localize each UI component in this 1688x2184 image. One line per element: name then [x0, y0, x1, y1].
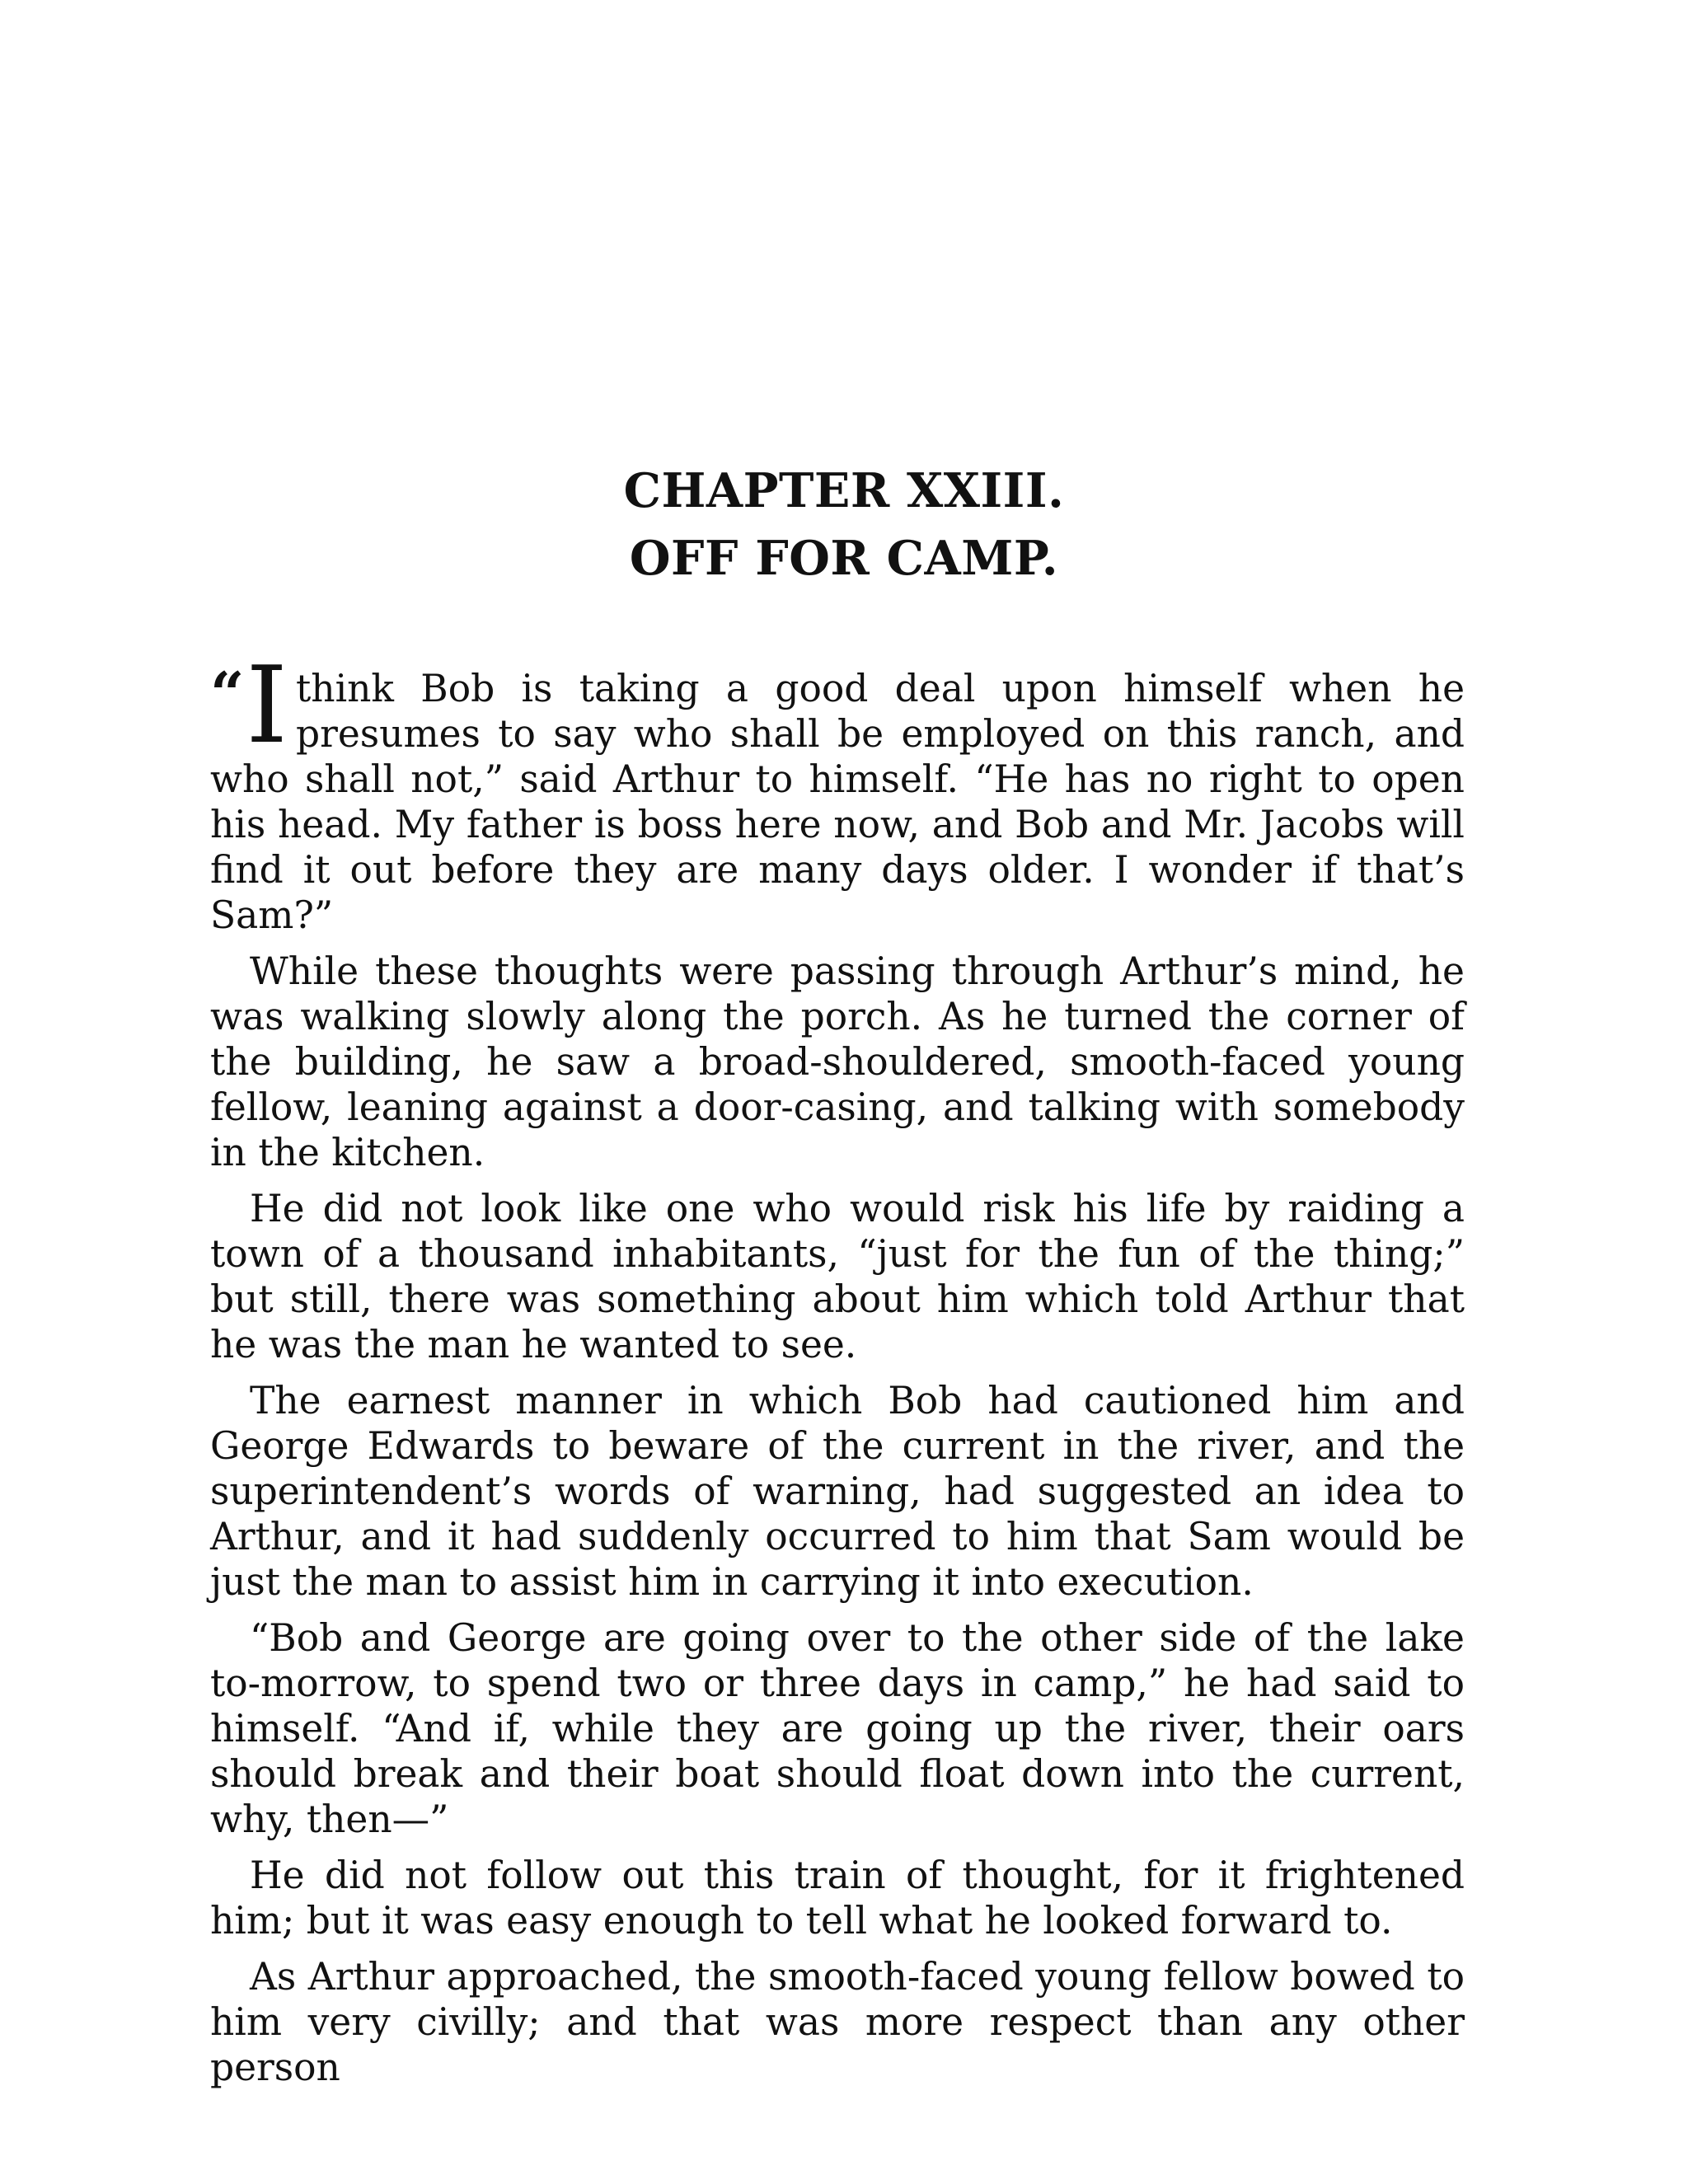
drop-cap: [210, 644, 288, 767]
paragraph: He did not look like one who would risk his life by raiding a town of a thousand inhabitants, “just for the fun of the thing;” but still, there was something about him which told Arthur that he was the man he wanted to see.: [210, 1187, 1465, 1366]
chapter-number: CHAPTER XXIII.: [623, 463, 1065, 518]
paragraph: He did not follow out this train of thought, for it frightened him; but it was easy enough to tell what he looked forward to.: [210, 1854, 1465, 1943]
paragraph-opening-text: think Bob is taking a good deal upon himself when he presumes to say who shall be employed on this ranch, and who shall not,” said Arthur to himself. “He has no right to open his head. My father is boss here now, and Bob and Mr. Jacobs will find it out before they are many days older. I wonder if that’s Sam?”: [210, 667, 1465, 937]
paragraph: “Bob and George are going over to the other side of the lake to-morrow, to spend two or three days in camp,” he had said to himself. “And if, while they are going up the river, their oars should break and their boat should float down into the current, why, then—”: [210, 1616, 1465, 1841]
paragraph-opening: [210, 644, 1465, 938]
chapter-title: OFF FOR CAMP.: [629, 531, 1059, 586]
drop-cap-quote-mark: “: [210, 658, 245, 729]
body-text: [210, 644, 1465, 2101]
paragraph: As Arthur approached, the smooth-faced young fellow bowed to him very civilly; and that was more respect than any other person: [210, 1955, 1465, 2089]
paragraph: While these thoughts were passing through Arthur’s mind, he was walking slowly along the porch. As he turned the corner of the building, he saw a broad-shouldered, smooth-faced young fellow, leaning against a door-casing, and talking with somebody in the kitchen.: [210, 949, 1465, 1174]
paragraph: The earnest manner in which Bob had cautioned him and George Edwards to beware of the current in the river, and the superintendent’s words of warning, had suggested an idea to Arthur, and it had suddenly occurred to him that Sam would be just the man to assist him in carrying it into execution.: [210, 1379, 1465, 1604]
drop-cap-letter: I: [246, 644, 288, 767]
chapter-heading: [0, 457, 1688, 593]
